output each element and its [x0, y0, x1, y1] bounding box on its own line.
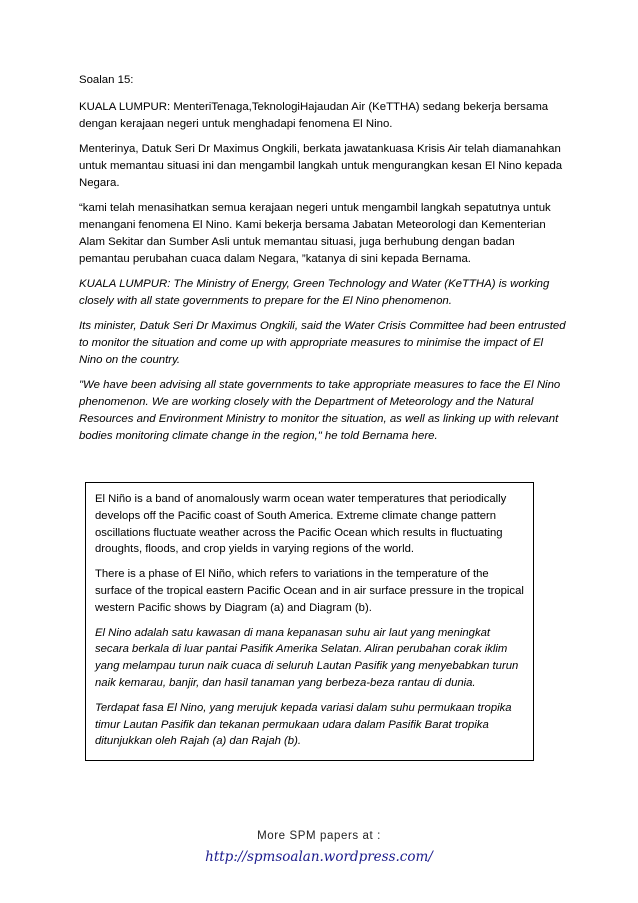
malay-paragraph-3: “kami telah menasihatkan semua kerajaan negeri untuk mengambil langkah sepatutnya untuk menangani fenomena El Nino. Kami bekerja bersama Jabatan Meteorologi dan Kementerian Alam Sekitar dan Sumber Asli untuk memantau situasi, juga berhubung dengan badan pemantau perubahan cuaca dalam Negara, ”katanya di sini kepada Bernama. [79, 202, 551, 265]
malay-paragraph-1: KUALA LUMPUR: MenteriTenaga,TeknologiHajaudan Air (KeTTHA) sedang bekerja bersama dengan kerajaan negeri untuk menghadapi fenomena El Nino. [79, 101, 549, 130]
box-paragraph-4: Terdapat fasa El Nino, yang merujuk kepada variasi dalam suhu permukaan tropika timur Lautan Pasifik dan tekanan permukaan udara dalam Pasifik Barat tropika ditunjukkan oleh Rajah (a) dan Rajah (b). [95, 701, 512, 748]
footer-link[interactable]: http://spmsoalan.wordpress.com/ [205, 849, 433, 865]
box-paragraph-3: El Nino adalah satu kawasan di mana kepanasan suhu air laut yang meningkat secara berkala di luar pantai Pasifik Amerika Selatan. Aliran perubahan corak iklim yang melampau turun naik cuaca di seluruh Lautan Pasifik yang menyebabkan turun naik kemarau, banjir, dan hasil tanaman yang berbeza-beza rantau di dunia. [95, 626, 519, 689]
box-paragraph-2: There is a phase of El Niño, which refers to variations in the temperature of the surface of the tropical eastern Pacific Ocean and in air surface pressure in the tropical western Pacific shows by Diagram (a) and Diagram (b). [95, 568, 524, 614]
document-body [79, 72, 567, 445]
malay-paragraph-2: Menterinya, Datuk Seri Dr Maximus Ongkili, berkata jawatankuasa Krisis Air telah diamanahkan untuk memantau situasi ini dan mengambil langkah untuk mengurangkan kesan El Nino kepada Negara. [79, 143, 563, 189]
english-paragraph-3: "We have been advising all state governments to take appropriate measures to face the El Nino phenomenon. We are working closely with the Department of Meteorology and the Natural Resources and Environment Ministry to monitor the situation, as well as linking up with relevant bodies monitoring climate change in the region," he told Bernama here. [79, 379, 561, 442]
english-paragraph-2: Its minister, Datuk Seri Dr Maximus Ongkili, said the Water Crisis Committee had been entrusted to monitor the situation and come up with appropriate measures to minimise the impact of El Nino on the country. [79, 320, 566, 366]
el-nino-info-box [85, 482, 534, 761]
question-label: Soalan 15: [79, 74, 134, 86]
box-paragraph-1: El Niño is a band of anomalously warm ocean water temperatures that periodically develops off the Pacific coast of South America. Extreme climate change pattern oscillations fluctuate weather across the Pacific Ocean which results in fluctuating droughts, floods, and crop yields in varying regions of the world. [95, 493, 507, 556]
footer-text: More SPM papers at : [257, 830, 381, 842]
english-paragraph-1: KUALA LUMPUR: The Ministry of Energy, Green Technology and Water (KeTTHA) is working closely with all state governments to prepare for the El Nino phenomenon. [79, 278, 550, 307]
